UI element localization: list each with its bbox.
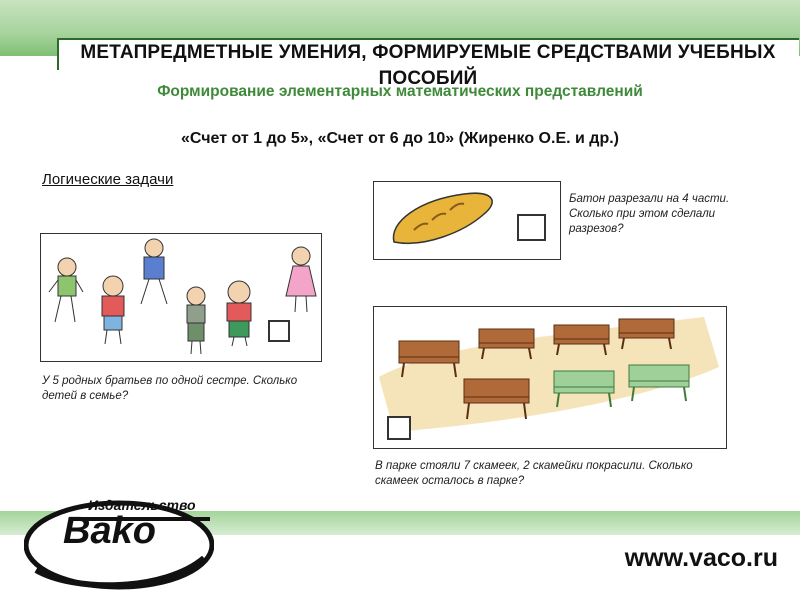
benches-drawing (374, 307, 725, 447)
answer-box-children[interactable] (268, 320, 290, 342)
children-illustration (40, 233, 322, 362)
book-title: «Счет от 1 до 5», «Счет от 6 до 10» (Жиренко О.Е. и др.) (181, 130, 619, 147)
task-bread-text: Батон разрезали на 4 части. Сколько при этом сделали разрезов? (569, 193, 730, 235)
page-subtitle: Формирование элементарных математических представлений (157, 83, 643, 100)
page-title: МЕТАПРЕДМЕТНЫЕ УМЕНИЯ, ФОРМИРУЕМЫЕ СРЕДСТВАМИ УЧЕБНЫХ ПОСОБИЙ (80, 42, 776, 89)
logo-brand-name: Bako (63, 510, 156, 552)
answer-box-bread[interactable] (517, 214, 546, 241)
section-label: Логические задачи (42, 171, 174, 188)
logo-publisher-label: Издательство (88, 497, 196, 513)
answer-box-benches[interactable] (387, 416, 411, 440)
website-url[interactable]: www.vaco.ru (624, 544, 778, 572)
task-benches-text: В парке стояли 7 скамеек, 2 скамейки покрасили. Сколько скамеек осталось в парке? (375, 460, 693, 487)
benches-illustration (373, 306, 727, 449)
task-children-text: У 5 родных братьев по одной сестре. Сколько детей в семье? (42, 375, 298, 402)
